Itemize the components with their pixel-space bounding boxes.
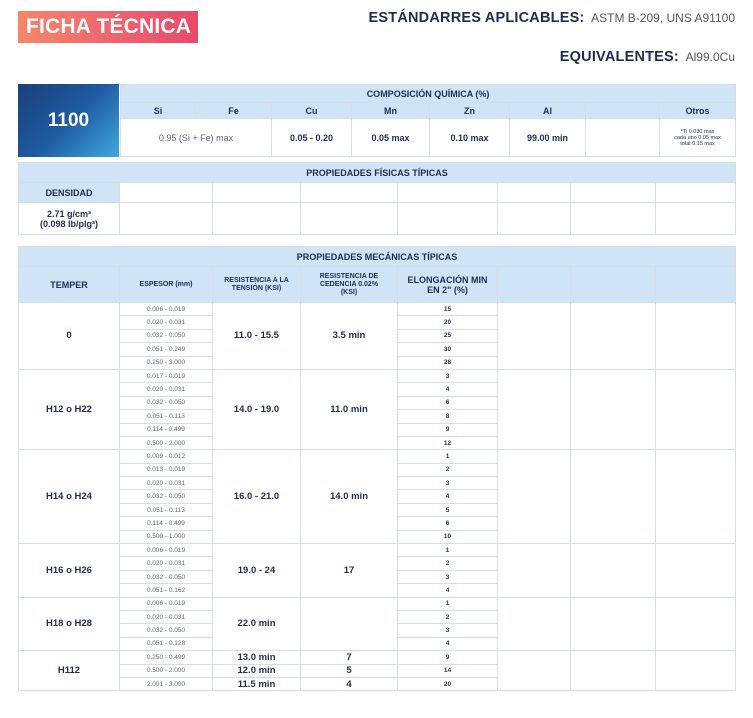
blank-cell [656, 651, 736, 691]
temper-cell: H112 [19, 651, 120, 691]
yield-cell: 11.0 min [301, 369, 398, 449]
density-label: DENSIDAD [19, 183, 120, 203]
thickness-cell: 2.001 - 3.000 [120, 677, 213, 690]
tensile-cell: 13.0 min [213, 651, 301, 664]
thickness-cell: 0.114 - 0.499 [120, 423, 213, 436]
col-tensile: RESISTENCIA A LA TENSIÓN (KSI) [213, 267, 301, 303]
tensile-cell: 22.0 min [213, 597, 301, 651]
equivalents-row [560, 49, 735, 65]
thickness-cell: 0.051 - 0.113 [120, 503, 213, 516]
elongation-cell: 2 [398, 463, 498, 476]
yield-cell [301, 597, 398, 651]
blank-cell [656, 303, 736, 370]
thickness-cell: 0.006 - 0.019 [120, 544, 213, 557]
tensile-cell: 11.5 min [213, 677, 301, 690]
blank-cell [571, 597, 656, 651]
blank-cell [571, 450, 656, 544]
density-value [19, 203, 120, 235]
elongation-cell: 2 [398, 557, 498, 570]
thickness-cell: 0.017 - 0.019 [120, 369, 213, 382]
mn-value: 0.05 max [352, 119, 430, 157]
otros-line-1: *Ti 0.030 max [680, 128, 715, 135]
elongation-cell: 1 [398, 544, 498, 557]
thickness-cell: 0.009 - 0.012 [120, 450, 213, 463]
blank-cell [498, 544, 571, 598]
elongation-cell: 3 [398, 570, 498, 583]
chemical-composition-table [120, 84, 736, 157]
cu-value: 0.05 - 0.20 [272, 119, 352, 157]
temper-cell: H12 o H22 [19, 369, 120, 449]
otros-line-2: cada uno 0.05 max [674, 134, 721, 141]
blank-cell [498, 450, 571, 544]
thickness-cell: 0.051 - 0.128 [120, 637, 213, 650]
thickness-cell: 0.051 - 0.113 [120, 410, 213, 423]
blank-cell [571, 651, 656, 691]
density-imperial: (0.098 lb/plg³) [39, 218, 98, 229]
table-row [19, 303, 736, 316]
tensile-cell: 19.0 - 24 [213, 544, 301, 598]
elongation-cell: 4 [398, 584, 498, 597]
zn-value: 0.10 max [430, 119, 510, 157]
thickness-cell: 0.032 - 0.050 [120, 329, 213, 342]
yield-cell: 7 [301, 651, 398, 664]
table-row [19, 597, 736, 610]
col-elongation [398, 267, 498, 303]
tensile-cell: 16.0 - 21.0 [213, 450, 301, 544]
elongation-cell: 5 [398, 503, 498, 516]
blank-cell [586, 119, 660, 157]
element-header: Mn [352, 103, 430, 119]
elongation-cell: 3 [398, 369, 498, 382]
temper-cell: H18 o H28 [19, 597, 120, 651]
thickness-cell: 0.032 - 0.050 [120, 396, 213, 409]
thickness-cell: 0.020 - 0.031 [120, 383, 213, 396]
blank-cell [498, 369, 571, 449]
table-row [19, 651, 736, 664]
temper-cell: H14 o H24 [19, 450, 120, 544]
thickness-cell: 0.013 - 0.019 [120, 463, 213, 476]
table-row [19, 450, 736, 463]
element-header: Fe [196, 103, 272, 119]
elongation-cell: 1 [398, 597, 498, 610]
density-metric: 2.71 g/cm³ [46, 208, 92, 219]
col-yield-l1: RESISTENCIA DE [319, 272, 379, 280]
col-elong-l2: EN 2" (%) [427, 284, 468, 295]
blank-cell [498, 651, 571, 691]
element-header: Cu [272, 103, 352, 119]
elongation-cell: 4 [398, 637, 498, 650]
standards-row [369, 10, 735, 26]
otros-value [660, 119, 736, 157]
thickness-cell: 0.250 - 3.000 [120, 356, 213, 369]
thickness-cell: 0.006 - 0.019 [120, 303, 213, 316]
elongation-cell: 4 [398, 383, 498, 396]
blank-cell [571, 303, 656, 370]
thickness-cell: 0.051 - 0.162 [120, 584, 213, 597]
yield-cell: 3.5 min [301, 303, 398, 370]
thickness-cell: 0.500 - 1.000 [120, 530, 213, 543]
col-temper: TEMPER [19, 267, 120, 303]
si-fe-value: 0.95 (Si + Fe) max [121, 119, 272, 157]
page-title: FICHA TÉCNICA [18, 11, 198, 43]
temper-cell: H16 o H26 [19, 544, 120, 598]
blank-cell [656, 450, 736, 544]
elongation-cell: 30 [398, 343, 498, 356]
yield-cell: 4 [301, 677, 398, 690]
elongation-cell: 28 [398, 356, 498, 369]
thickness-cell: 0.114 - 0.499 [120, 517, 213, 530]
thickness-cell: 0.020 - 0.031 [120, 610, 213, 623]
thickness-cell: 0.020 - 0.031 [120, 316, 213, 329]
table-row [19, 544, 736, 557]
yield-cell: 14.0 min [301, 450, 398, 544]
thickness-cell: 0.250 - 0.499 [120, 651, 213, 664]
table-row [19, 369, 736, 382]
elongation-cell: 20 [398, 316, 498, 329]
elongation-cell: 25 [398, 329, 498, 342]
standards-label: ESTÁNDARRES APLICABLES: [368, 10, 585, 26]
blank-cell [656, 544, 736, 598]
elongation-cell: 1 [398, 450, 498, 463]
thickness-cell: 0.500 - 2.000 [120, 664, 213, 677]
thickness-cell: 0.020 - 0.031 [120, 557, 213, 570]
blank-cell [498, 303, 571, 370]
tensile-cell: 12.0 min [213, 664, 301, 677]
otros-line-3: total 0.15 max [680, 140, 715, 147]
mechanical-title: PROPIEDADES MECÁNICAS TÍPICAS [19, 247, 736, 267]
col-thickness: ESPESOR (mm) [120, 267, 213, 303]
element-header: Al [510, 103, 586, 119]
standards-value: ASTM B-209, UNS A91100 [591, 11, 735, 25]
chemical-title: COMPOSICIÓN QUÍMICA (%) [121, 85, 736, 103]
thickness-cell: 0.051 - 0.249 [120, 343, 213, 356]
equivalents-value: Al99.0Cu [685, 50, 735, 64]
blank-cell [571, 544, 656, 598]
elongation-cell: 9 [398, 423, 498, 436]
col-yield-l3: (KSI) [340, 288, 358, 296]
physical-title: PROPIEDADES FÍSICAS TÍPICAS [19, 163, 736, 183]
elongation-cell: 8 [398, 410, 498, 423]
thickness-cell: 0.032 - 0.050 [120, 624, 213, 637]
element-header [586, 103, 660, 119]
equivalents-label: EQUIVALENTES: [559, 49, 679, 65]
blank-cell [571, 369, 656, 449]
tensile-cell: 14.0 - 19.0 [213, 369, 301, 449]
yield-cell: 17 [301, 544, 398, 598]
thickness-cell: 0.032 - 0.050 [120, 490, 213, 503]
col-yield [301, 267, 398, 303]
elongation-cell: 3 [398, 624, 498, 637]
elongation-cell: 4 [398, 490, 498, 503]
temper-cell: 0 [19, 303, 120, 370]
blank-cell [498, 597, 571, 651]
elongation-cell: 2 [398, 610, 498, 623]
elongation-cell: 6 [398, 396, 498, 409]
physical-properties-table [18, 162, 736, 235]
yield-cell: 5 [301, 664, 398, 677]
element-header: Zn [430, 103, 510, 119]
element-header: Si [121, 103, 196, 119]
elongation-cell: 6 [398, 517, 498, 530]
mechanical-properties-table [18, 246, 736, 691]
blank-cell [656, 369, 736, 449]
elongation-cell: 9 [398, 651, 498, 664]
blank-cell [656, 597, 736, 651]
al-value: 99.00 min [510, 119, 586, 157]
alloy-badge: 1100 [18, 84, 119, 157]
elongation-cell: 3 [398, 477, 498, 490]
col-elong-l1: ELONGACIÓN MIN [407, 274, 488, 285]
elongation-cell: 20 [398, 677, 498, 690]
elongation-cell: 14 [398, 664, 498, 677]
thickness-cell: 0.032 - 0.050 [120, 570, 213, 583]
elongation-cell: 12 [398, 436, 498, 449]
thickness-cell: 0.020 - 0.031 [120, 477, 213, 490]
thickness-cell: 0.500 - 2.000 [120, 436, 213, 449]
elongation-cell: 10 [398, 530, 498, 543]
thickness-cell: 0.006 - 0.019 [120, 597, 213, 610]
tensile-cell: 11.0 - 15.5 [213, 303, 301, 370]
col-yield-l2: CEDENCIA 0.02% [319, 280, 379, 288]
element-header: Otros [660, 103, 736, 119]
elongation-cell: 15 [398, 303, 498, 316]
